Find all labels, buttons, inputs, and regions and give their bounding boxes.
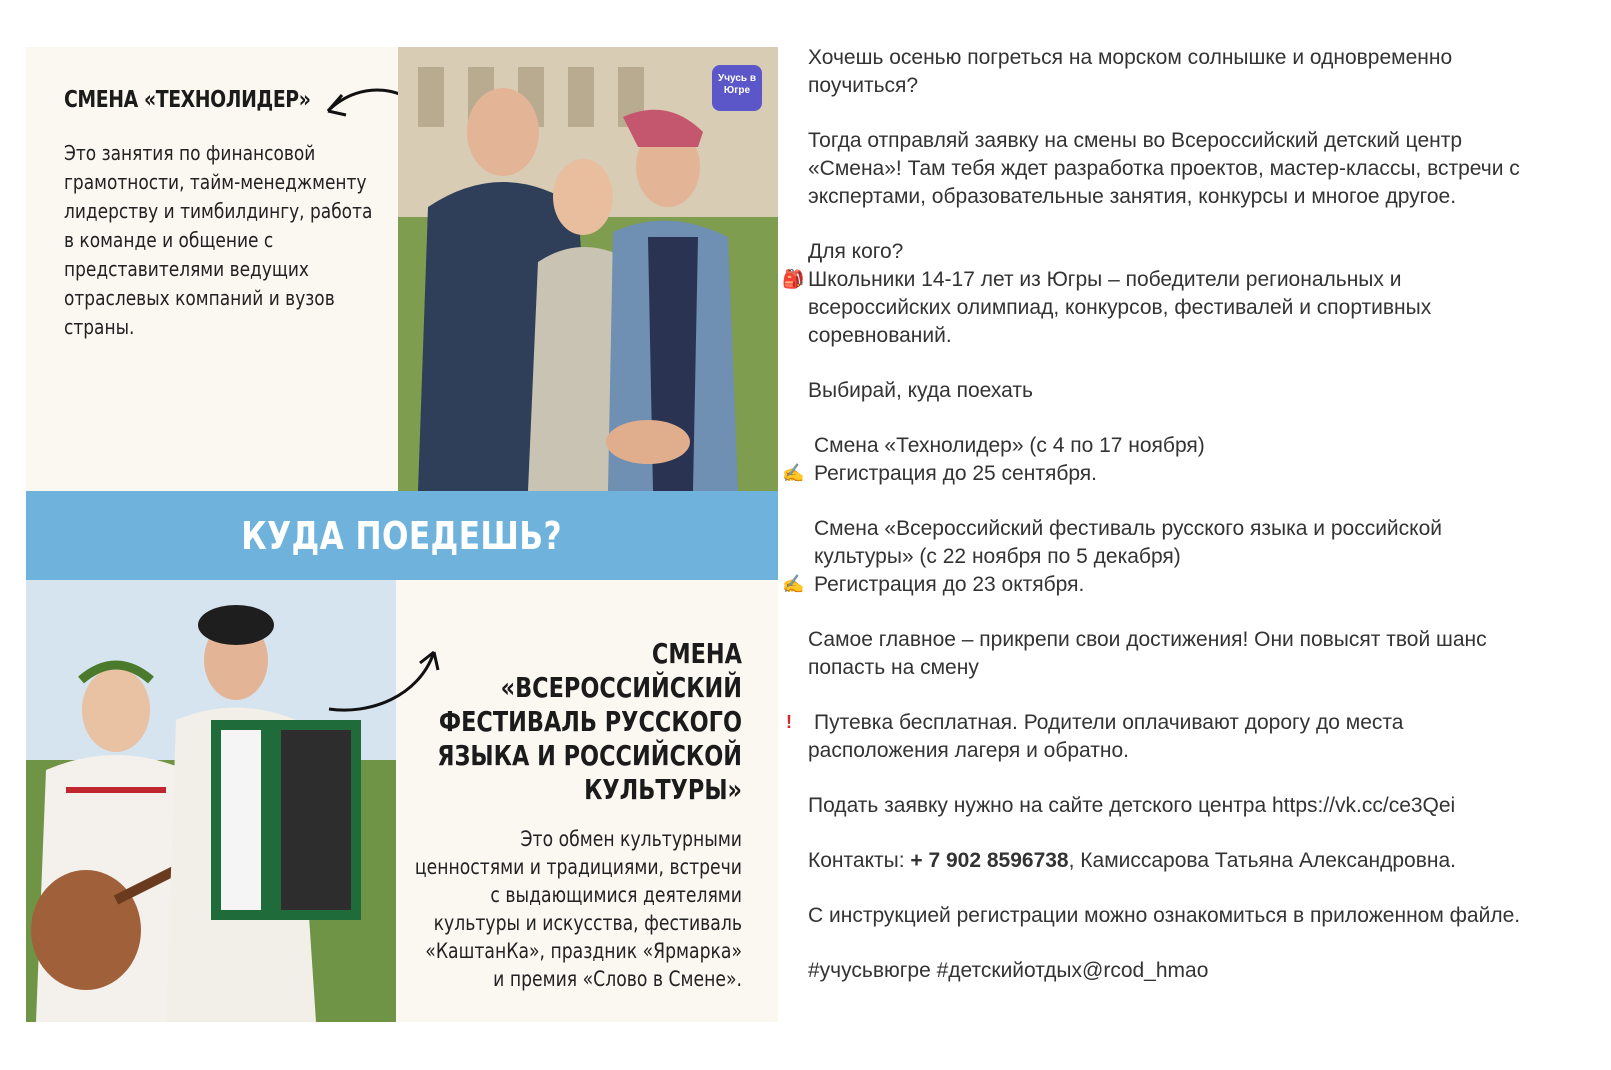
contacts-label: Контакты: — [808, 849, 911, 872]
technolider-title: СМЕНА «ТЕХНОЛИДЕР» — [64, 87, 311, 113]
offer-paragraph: Тогда отправляй заявку на смены во Всероссийский детский центр «Смена»! Там тебя ждет разработка проектов, мастер-классы, встречи с экспертами, образовательные занятия, конкурсы и многое другое. — [808, 129, 1520, 208]
free-line — [786, 709, 1538, 765]
for-whom-label: Для кого? — [808, 240, 904, 263]
where-title: КУДА ПОЕДЕШЬ? — [241, 513, 563, 558]
shift2-title: Смена «Всероссийский фестиваль русского языка и российской культуры» (с 22 ноября по 5 декабря) — [814, 517, 1442, 568]
writing-hand-icon: ✍️ — [782, 463, 805, 483]
for-whom-paragraph — [782, 238, 1538, 350]
students-photo — [398, 47, 778, 491]
free-paragraph — [786, 709, 1538, 765]
for-whom-text: Школьники 14-17 лет из Югры – победители региональных и всероссийских олимпиад, конкурсов, фестивалей и спортивных соревнований. — [808, 268, 1432, 347]
writing-hand-icon: ✍️ — [782, 574, 805, 594]
technolider-card — [26, 47, 778, 491]
announcement-text — [782, 44, 1538, 1012]
festival-description: Это обмен культурными ценностями и традициями, встречи с выдающимися деятелями культуры и искусства, фестиваль «КаштанКа», праздник «Ярмарка» и премия «Слово в Смене». — [414, 827, 742, 991]
shift2-paragraph — [782, 515, 1538, 599]
promo-poster — [26, 47, 778, 1022]
for-whom-item — [782, 266, 1538, 350]
backpack-icon: 🎒 — [782, 269, 805, 289]
instruction-paragraph: С инструкцией регистрации можно ознакомиться в приложенном файле. — [808, 904, 1521, 927]
where-band — [26, 491, 778, 580]
shift2-registration — [782, 571, 1538, 599]
free-text: Путевка бесплатная. Родители оплачивают дорогу до места расположения лагеря и обратно. — [808, 711, 1404, 762]
festival-title: СМЕНА «ВСЕРОССИЙСКИЙ ФЕСТИВАЛЬ РУССКОГО ЯЗЫКА И РОССИЙСКОЙ КУЛЬТУРЫ» — [437, 637, 742, 806]
students-illustration — [398, 47, 778, 491]
festival-text — [402, 637, 742, 993]
apply-paragraph: Подать заявку нужно на сайте детского центра https://vk.cc/ce3Qei — [808, 794, 1456, 817]
contacts-paragraph — [808, 847, 1538, 875]
choose-paragraph: Выбирай, куда поехать — [808, 379, 1033, 402]
shift2-registration-text: Регистрация до 23 октября. — [814, 573, 1085, 596]
main-paragraph: Самое главное – прикрепи свои достижения! Они повысят твой шанс попасть на смену — [808, 628, 1487, 679]
shift1-registration — [782, 460, 1538, 488]
hashtags-paragraph: #учусьвюгре #детскийотдых@rcod_hmao — [808, 959, 1209, 982]
shift1-paragraph — [782, 432, 1538, 488]
contacts-name: , Камиссарова Татьяна Александровна. — [1068, 849, 1457, 872]
technolider-description: Это занятия по финансовой грамотности, тайм-менеджменту лидерству и тимбилдингу, работа в команде и общение с представителями ведущих отраслевых компаний и вузов страны. — [64, 141, 373, 339]
shift1-title: Смена «Технолидер» (с 4 по 17 ноября) — [814, 434, 1205, 457]
uchus-v-yugre-logo: Учусь в Югре — [712, 65, 762, 111]
contacts-phone: + 7 902 8596738 — [910, 849, 1069, 872]
exclamation-icon: ! — [786, 712, 792, 732]
intro-paragraph: Хочешь осенью погреться на морском солнышке и одновременно поучиться? — [808, 46, 1453, 97]
shift1-registration-text: Регистрация до 25 сентября. — [814, 462, 1097, 485]
